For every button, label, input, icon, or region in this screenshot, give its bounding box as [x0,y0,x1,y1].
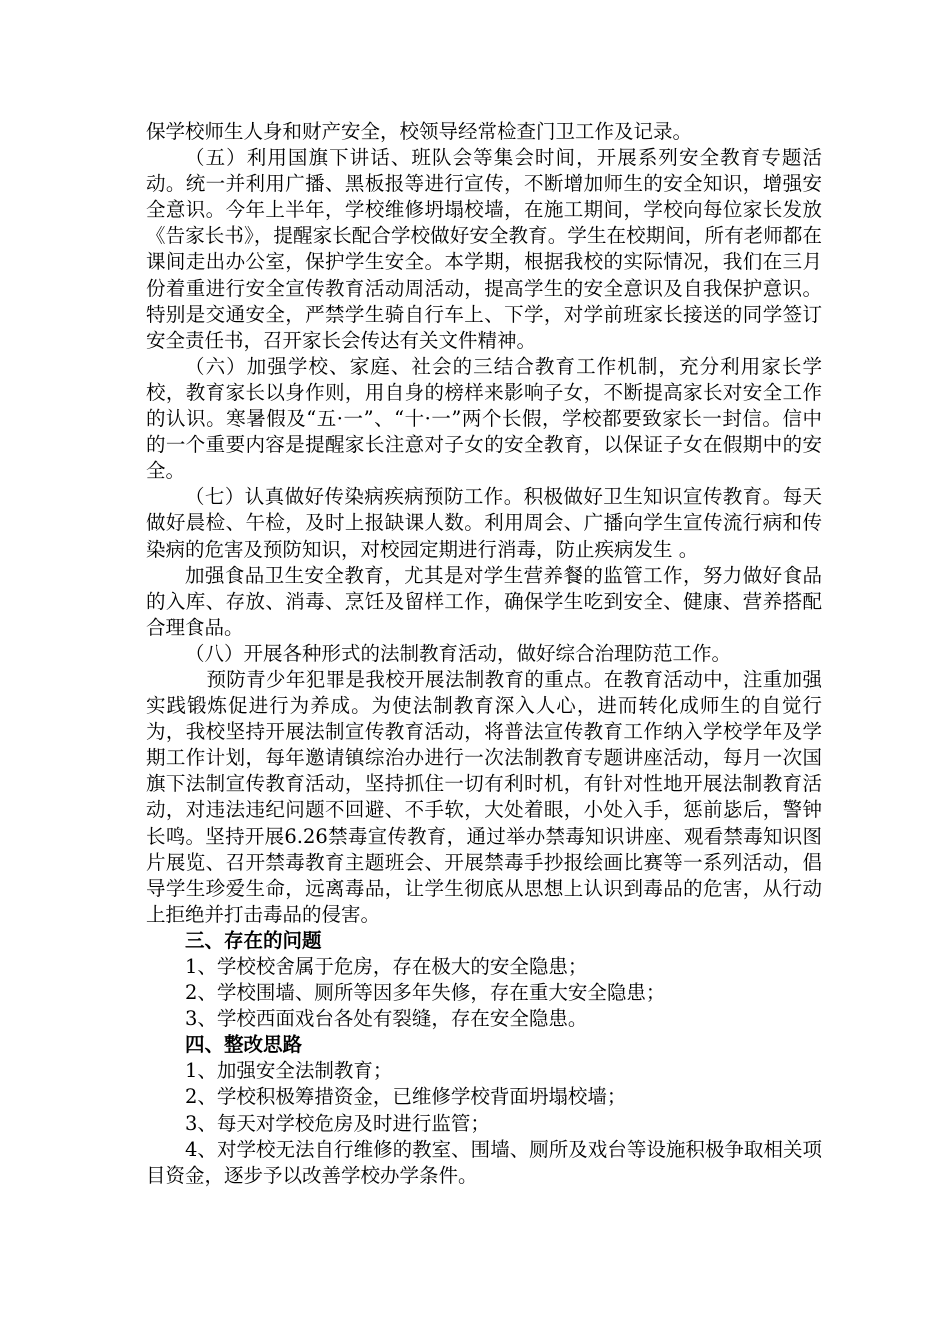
list-item-plan-4: 4、对学校无法自行维修的教室、围墙、厕所及戏台等设施积极争取相关项目资金，逐步予以改善学校办学条件。 [146,1137,822,1187]
list-item-plan-3: 3、每天对学校危房及时进行监管； [185,1111,490,1135]
paragraph-section-eight: （八）开展各种形式的法制教育活动，做好综合治理防范工作。 [185,641,732,665]
list-item-plan-2: 2、学校积极筹措资金，已维修学校背面坍塌校墙； [185,1085,627,1109]
paragraph-section-seven: （七）认真做好传染病疾病预防工作。积极做好卫生知识宣传教育。每天做好晨检、午检，及时上报缺课人数。利用周会、广播向学生宣传流行病和传染病的危害及预防知识，对校园定期进行消毒，防止疾病发生 。 [146,485,822,561]
paragraph-continuation: 保学校师生人身和财产安全，校领导经常检查门卫工作及记录。 [146,120,693,143]
document-page [146,119,822,1189]
list-item-problem-2: 2、学校围墙、厕所等因多年失修，存在重大安全隐患； [185,981,666,1005]
list-item-plan-1: 1、加强安全法制教育； [185,1059,393,1083]
list-item-problem-3: 3、学校西面戏台各处有裂缝，存在安全隐患。 [185,1007,588,1031]
paragraph-food-safety: 加强食品卫生安全教育，尤其是对学生营养餐的监管工作，努力做好食品的入库、存放、消毒、烹饪及留样工作，确保学生吃到安全、健康、营养搭配合理食品。 [146,563,822,639]
list-item-problem-1: 1、学校校舍属于危房，存在极大的安全隐患； [185,955,588,978]
paragraph-legal-education: 预防青少年犯罪是我校开展法制教育的重点。在教育活动中，注重加强实践锻炼促进行为养成。为使法制教育深入人心，进而转化成师生的自觉行为，我校坚持开展法制宣传教育活动，将普法宣传教育工作纳入学校学年及学期工作计划，每年邀请镇综治办进行一次法制教育专题讲座活动，每月一次国旗下法制宣传教育活动，坚持抓住一切有利时机，有针对性地开展法制教育活动，对违法违纪问题不回避、不手软，大处着眼，小处入手，惩前毖后，警钟长鸣。坚持开展6.26禁毒宣传教育，通过举办禁毒知识讲座、观看禁毒知识图片展览、召开禁毒教育主题班会、开展禁毒手抄报绘画比赛等一系列活动，倡导学生珍爱生命，远离毒品，让学生彻底从思想上认识到毒品的危害，从行动上拒绝并打击毒品的侵害。 [146,667,822,926]
heading-rectification-plan: 四、整改思路 [185,1033,303,1057]
heading-existing-problems: 三、存在的问题 [185,928,322,952]
paragraph-section-five: （五）利用国旗下讲话、班队会等集会时间，开展系列安全教育专题活动。统一并利用广播、黑板报等进行宣传，不断增加师生的安全知识，增强安全意识。今年上半年，学校维修坍塌校墙，在施工期间，学校向每位家长发放《告家长书》，提醒家长配合学校做好安全教育。学生在校期间，所有老师都在课间走出办公室，保护学生安全。本学期，根据我校的实际情况，我们在三月份着重进行安全宣传教育活动周活动，提高学生的安全意识及自我保护意识。特别是交通安全，严禁学生骑自行车上、下学，对学前班家长接送的同学签订安全责任书，召开家长会传达有关文件精神。 [146,146,822,352]
paragraph-section-six: （六）加强学校、家庭、社会的三结合教育工作机制，充分利用家长学校，教育家长以身作则，用自身的榜样来影响子女，不断提高家长对安全工作的认识。寒暑假及“五·一”、“十·一”两个长假，学校都要致家长一封信。信中的一个重要内容是提醒家长注意对子女的安全教育，以保证子女在假期中的安全。 [146,354,822,483]
